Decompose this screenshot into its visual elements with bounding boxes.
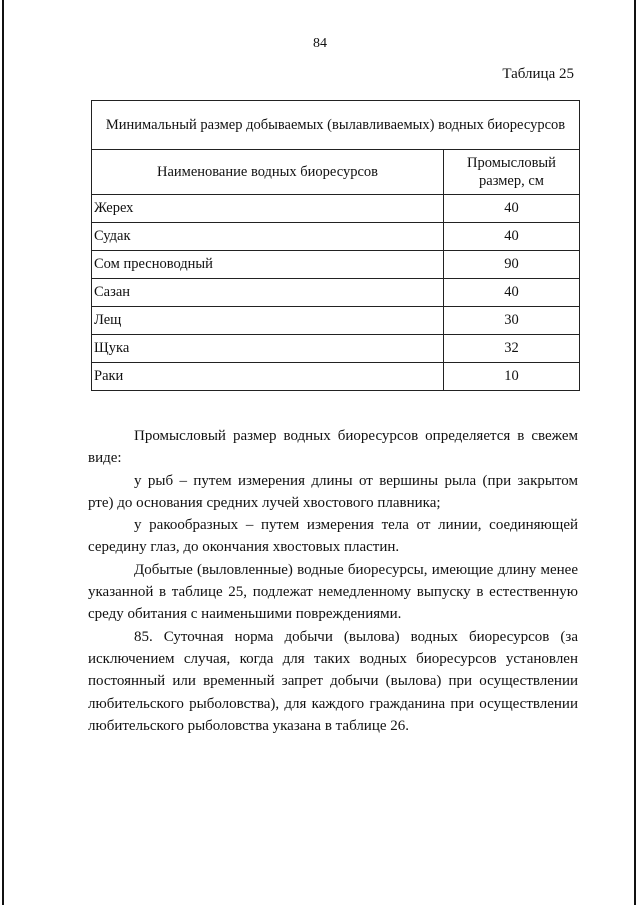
table-row [92, 307, 580, 335]
species-name-cell: Сазан [92, 279, 444, 307]
species-name-cell: Щука [92, 335, 444, 363]
species-name-cell: Сом пресноводный [92, 251, 444, 279]
species-name-cell: Раки [92, 363, 444, 391]
min-size-cell: 40 [444, 223, 580, 251]
min-size-cell: 30 [444, 307, 580, 335]
min-size-cell: 40 [444, 279, 580, 307]
table-header-row [92, 150, 580, 195]
fish-size-table [91, 100, 580, 391]
table-title: Минимальный размер добываемых (вылавливаемых) водных биоресурсов [92, 101, 580, 150]
table-caption: Таблица 25 [502, 66, 574, 82]
body-text [88, 425, 578, 737]
min-size-cell: 90 [444, 251, 580, 279]
species-name-cell: Судак [92, 223, 444, 251]
table-row [92, 335, 580, 363]
table-row [92, 251, 580, 279]
paragraph: у ракообразных – путем измерения тела от линии, соединяющей середину глаз, до окончания хвостовых пластин. [88, 517, 578, 556]
table-row [92, 195, 580, 223]
species-name-cell: Лещ [92, 307, 444, 335]
paragraph: Добытые (выловленные) водные биоресурсы, имеющие длину менее указанной в таблице 25, подлежат немедленному выпуску в естественную среду обитания с наименьшими повреждениями. [88, 561, 578, 623]
page-number: 84 [313, 36, 327, 51]
species-name-cell: Жерех [92, 195, 444, 223]
paragraph: 85. Суточная норма добычи (вылова) водных биоресурсов (за исключением случая, когда для таких водных биоресурсов установлен постоянный или временный запрет добычи (вылова) при осуществлении любительского рыболовства), для каждого гражданина при осуществлении любительского рыболовства указана в таблице 26. [88, 628, 578, 734]
min-size-cell: 40 [444, 195, 580, 223]
scan-border-left [2, 0, 4, 905]
table-row [92, 363, 580, 391]
scan-border-right [634, 0, 636, 905]
paragraph: у рыб – путем измерения длины от вершины рыла (при закрытом рте) до основания средних лучей хвостового плавника; [88, 472, 578, 511]
table-row [92, 279, 580, 307]
min-size-cell: 32 [444, 335, 580, 363]
table-row [92, 223, 580, 251]
column-header-name: Наименование водных биоресурсов [92, 150, 444, 195]
paragraph: Промысловый размер водных биоресурсов определяется в свежем виде: [88, 428, 578, 467]
table-title-row [92, 101, 580, 150]
min-size-cell: 10 [444, 363, 580, 391]
column-header-size: Промысловый размер, см [444, 150, 580, 195]
